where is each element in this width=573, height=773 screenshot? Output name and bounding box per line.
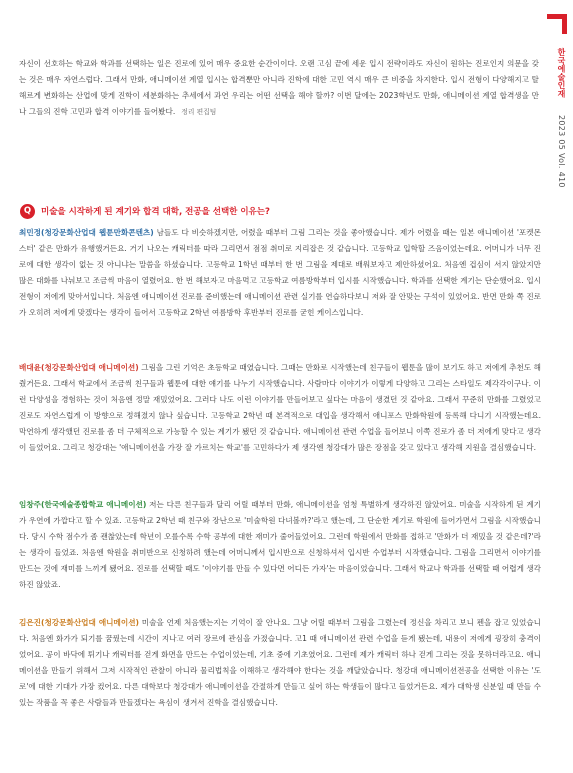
question-text: 미술을 시작하게 된 계기와 합격 대학, 전공을 선택한 이유는? [41,207,270,217]
answer-text: 미술을 언제 처음했는지는 기억이 잘 안나요. 그냥 어릴 때부터 그림을 그렸는데 정신을 차리고 보니 펜을 잡고 있었습니다. 처음엔 화가가 되기를 꿈꿨는데 시간이 지나고 여러 장르에 관심을 가졌습니다. 고1 때 애니메이션 관련 수업을 듣게 됐는데, 내용이 저에게 굉장히 충격이었어요. 공이 바닥에 튀기나 캐릭터를 걷게 화면을 만드는 수업이었는데, 기초 중에 기초였어요. 그런데 제가 캐릭터 하나 걷게 그리는 것을 못하더라고요. 애니메이션을 만들기 위해서 그저 시작적인 관찰이 아니라 물리법칙을 이해하고 생각해야 한다는 것을 깨달았습니다. 청강대 애니메이션전공을 선택한 이유는 '도로'에 대한 기대가 가장 컸어요. 다른 대학보다 청강대가 애니메이션을 간절하게 만들고 싶어 하는 학생들이 많다고 들었거든요. 제가 대학생 신분일 때 만들 수 있는 작품을 꼭 좋은 사람들과 만들겠다는 욕심이 생겨서 진학을 결심했습니다. [19,618,541,707]
answer-block [19,615,541,711]
answer-text: 남들도 다 비슷하겠지만, 어렸을 때부터 그림 그리는 것을 좋아했습니다. 제가 어렸을 때는 일본 애니메이션 '포켓몬스터' 같은 만화가 유행했거든요. 거기 나오는 캐릭터를 따라 그리면서 점점 취미로 지리잡은 것 같습니다. 고등학교 입학할 즈음이었는데요. 어머니가 너무 진로에 대한 생각이 없는 것 아니냐는 말씀을 하셨습니다. 고등학교 1학년 때부터 한 번 그림을 제대로 배워보자고 제안하셨어요. 처음엔 겁심이 서지 않았지만 많은 대화를 나눠보고 조금씩 마음이 열렸어요. 한 번 해보자고 마음먹고 고등학교 여름방학부터 입시를 시작했습니다. 학과를 선택한 계기는 단순했어요. 입시 전형이 저에게 맞아서입니다. 처음엔 애니메이션 진로를 준비했는데 애니메이션 관련 실기를 연습하다보니 저와 잘 안맞는 구석이 있었어요. 반면 만화 쪽 진로가 오히려 저에게 맞겠다는 생각이 들어서 고등학교 2학년 여름방학 후반부터 진로를 굳힌 케이스입니다. [19,228,541,317]
answer-name: 최민정(청강문화산업대 웹툰만화콘텐츠) [19,228,154,237]
question-badge: Q [20,204,35,219]
answer-text: 저는 다른 친구들과 달리 어릴 때부터 만화, 애니메이션을 엄청 특별하게 생각하진 않았어요. 미술을 시작하게 된 계기가 우연에 가깝다고 할 수 있죠. 고등학교 2학년 때 친구와 장난으로 '미술학원 다녀볼까?'라고 했는데, 그 단순한 계기로 학원에 들어가면서 그림을 시작했습니다. 당시 수학 점수가 좀 괜찮았는데 학년이 오를수록 수학 공부에 대한 재미가 줄어들었어요. 그런데 학원에서 만화를 접하고 '만화가 더 재밌을 것 같은데?'라는 생각이 들었죠. 처음엔 학원을 취미반으로 신청하려 했는데 어머니께서 입시반으로 신청하셔서 입시반 수업부터 시작했습니다. 그림을 그리면서 이야기를 만드는 것에 재미를 느끼게 됐어요. 진로를 선택할 때도 '이야기를 만들 수 있다면 어디든 가자'는 마음이었습니다. 그래서 학교나 학과를 선택할 때 어렵게 생각하진 않았죠. [19,500,542,589]
issue-info: 2023 05 Vol. 410 [557,114,566,188]
corner-mark [547,14,567,34]
publication-name: 한국예술인재 [557,48,566,98]
side-label [556,48,567,187]
question-heading [20,204,540,220]
answer-block [19,497,541,593]
answer-text: 그림을 그린 기억은 초등학교 때였습니다. 그때는 만화로 시작했는데 친구들이 웹툰을 많이 보기도 하고 저에게 추천도 해줬거든요. 그래서 학교에서 조금씩 친구들과 웹툰에 대한 얘기를 나누기 시작했습니다. 사람마다 이야기가 이렇게 다양하고 그리는 스타일도 제각각이구나. 이런 다양성을 경험하는 것이 처음엔 정말 재밌었어요. 그러다 나도 이런 이야기를 만들어보고 싶다는 마음이 생겼던 것 같아요. 그래서 꾸준히 만화를 그렸었고 진로도 자연스럽게 이 방향으로 정해졌지 않나 싶습니다. 고등학교 2학년 때 본격적으로 대입을 생각해서 애니포스 만화학원에 등록해 다니기 시작했는데요. 막연하게 생각했던 진로를 좀 더 구체적으로 가능할 수 있는 계기가 됐던 것 같습니다. 애니메이션 관련 수업을 들어보니 이쪽 진로가 좀 더 저에게 맞다고 생각이 들었어요. 그리고 청강대는 '애니메이션을 가장 잘 가르치는 학교'를 고민하다가 제 생각엔 청강대가 많은 장점을 갖고 있다고 생각해 지원을 결심했습니다. [19,363,541,452]
answer-block [19,225,541,321]
intro-paragraph [19,56,539,120]
answer-name: 임창주(한국예술종합학교 애니메이션) [19,500,147,509]
corner-mark-vertical [562,14,567,34]
answer-name: 김은진(청강문화산업대 애니메이션) [19,618,139,627]
answer-block [19,360,541,456]
intro-author: 정리 편집팀 [181,108,217,116]
intro-text: 자신이 선호하는 학교와 학과를 선택하는 일은 진로에 있어 매우 중요한 순간이이다. 오랜 고심 끝에 세운 입시 전략이라도 자신이 원하는 진로인지 의문을 갖는 것은 매우 자연스럽다. 그래서 만화, 애니메이션 계열 입시는 합격뿐만 아니라 진학에 대한 고민 역시 매우 큰 비중을 차지한다. 입시 전형이 다양해지고 탈해르게 변화하는 산업에 맞게 진학이 세분화하는 추세에서 과연 우리는 어떤 선택을 해야 할까? 이번 달에는 2023학년도 만화, 애니메이션 계열 합격생을 만나 그들의 진학 고민과 합격 이야기를 들어봤다. [19,59,539,116]
answer-name: 배대윤(청강문화산업대 애니메이션) [19,363,139,372]
